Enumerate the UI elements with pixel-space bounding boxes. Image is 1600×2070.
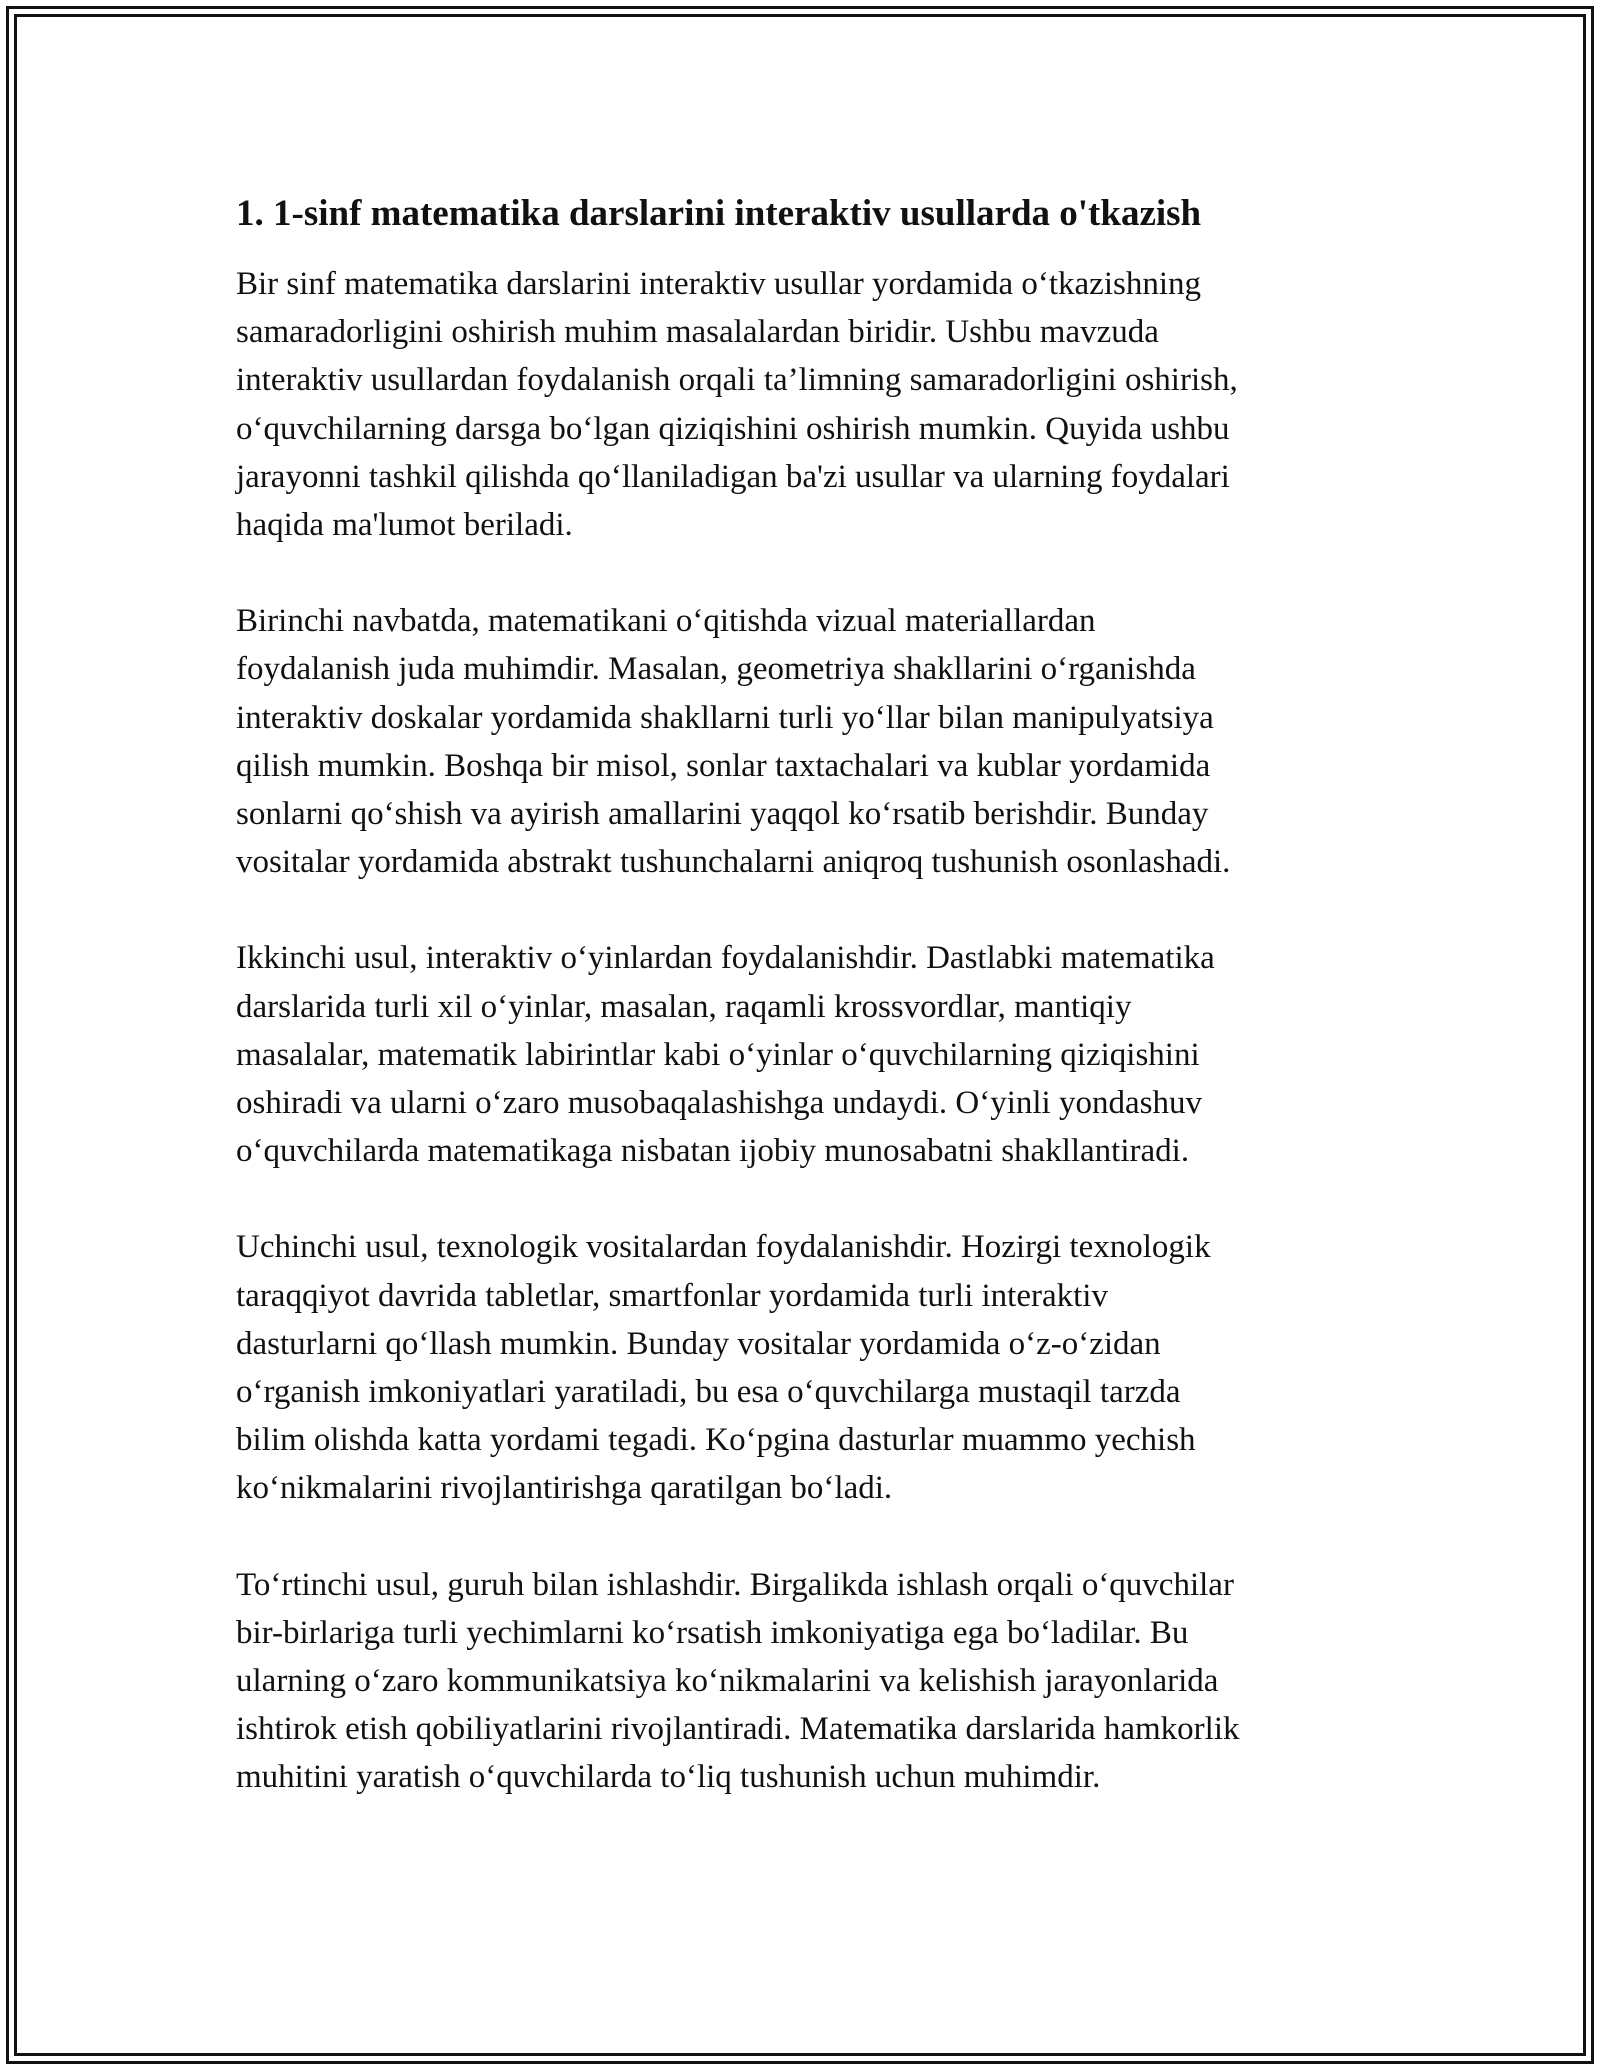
text-line: Bir sinf matematika darslarini interaktiv usullar yordamida o‘tkazishning (236, 266, 1201, 302)
text-line: Uchinchi usul, texnologik vositalardan foydalanishdir. Hozirgi texnologik (236, 1229, 1211, 1266)
text-line: interaktiv usullardan foydalanish orqali ta’limning samaradorligini oshirish, (236, 362, 1238, 399)
text-line: bir-birlariga turli yechimlarni ko‘rsatish imkoniyatiga ega bo‘ladilar. Bu (236, 1614, 1189, 1651)
paragraph-fourth-method (236, 1561, 1366, 1802)
text-line: taraqqiyot davrida tabletlar, smartfonlar yordamida turli interaktiv (236, 1277, 1108, 1314)
text-line: foydalanish juda muhimdir. Masalan, geometriya shakllarini o‘rganishda (236, 651, 1196, 688)
text-line: o‘rganish imkoniyatlari yaratiladi, bu esa o‘quvchilarga mustaqil tarzda (236, 1374, 1181, 1411)
text-line: sonlarni qo‘shish va ayirish amallarini yaqqol ko‘rsatib berishdir. Bunday (236, 796, 1209, 833)
paragraph-first-method (236, 597, 1366, 886)
paragraph-introduction (236, 260, 1366, 549)
text-line: o‘quvchilarning darsga bo‘lgan qiziqishini oshirish mumkin. Quyida ushbu (236, 410, 1230, 447)
text-line: o‘quvchilarda matematikaga nisbatan ijobiy munosabatni shakllantiradi. (236, 1133, 1190, 1170)
text-line: ishtirok etish qobiliyatlarini rivojlantiradi. Matematika darslarida hamkorlik (236, 1711, 1240, 1748)
text-line: oshiradi va ularni o‘zaro musobaqalashishga undaydi. O‘yinli yondashuv (236, 1085, 1202, 1122)
paragraph-second-method (236, 934, 1366, 1175)
text-line: masalalar, matematik labirintlar kabi o‘yinlar o‘quvchilarning qiziqishini (236, 1036, 1200, 1073)
text-line: qilish mumkin. Boshqa bir misol, sonlar taxtachalari va kublar yordamida (236, 747, 1211, 784)
text-line: dasturlarni qo‘llash mumkin. Bunday vositalar yordamida o‘z-o‘zidan (236, 1325, 1161, 1362)
text-line: bilim olishda katta yordami tegadi. Ko‘pgina dasturlar muammo yechish (236, 1422, 1196, 1459)
text-line: interaktiv doskalar yordamida shakllarni turli yo‘llar bilan manipulyatsiya (236, 699, 1214, 736)
text-line: jarayonni tashkil qilishda qo‘llaniladigan ba'zi usullar va ularning foydalari (236, 458, 1230, 495)
text-line: darslarida turli xil o‘yinlar, masalan, raqamli krossvordlar, mantiqiy (236, 988, 1132, 1025)
text-line: ularning o‘zaro kommunikatsiya ko‘nikmalarini va kelishish jarayonlarida (236, 1663, 1219, 1700)
text-line: ko‘nikmalarini rivojlantirishga qaratilgan bo‘ladi. (236, 1470, 893, 1507)
document-title: 1. 1-sinf matematika darslarini interaktiv usullarda o'tkazish (236, 193, 1202, 234)
text-line: To‘rtinchi usul, guruh bilan ishlashdir. Birgalikda ishlash orqali o‘quvchilar (236, 1566, 1234, 1603)
text-line: Birinchi navbatda, matematikani o‘qitishda vizual materiallardan (236, 603, 1096, 640)
paragraph-third-method (236, 1223, 1366, 1512)
text-line: haqida ma'lumot beriladi. (236, 507, 573, 544)
document-body (236, 190, 1366, 1850)
text-line: muhitini yaratish o‘quvchilarda to‘liq tushunish uchun muhimdir. (236, 1759, 1101, 1796)
text-line: vositalar yordamida abstrakt tushunchalarni aniqroq tushunish osonlashadi. (236, 844, 1231, 881)
text-line: Ikkinchi usul, interaktiv o‘yinlardan foydalanishdir. Dastlabki matematika (236, 940, 1215, 977)
text-line: samaradorligini oshirish muhim masalalardan biridir. Ushbu mavzuda (236, 314, 1159, 351)
